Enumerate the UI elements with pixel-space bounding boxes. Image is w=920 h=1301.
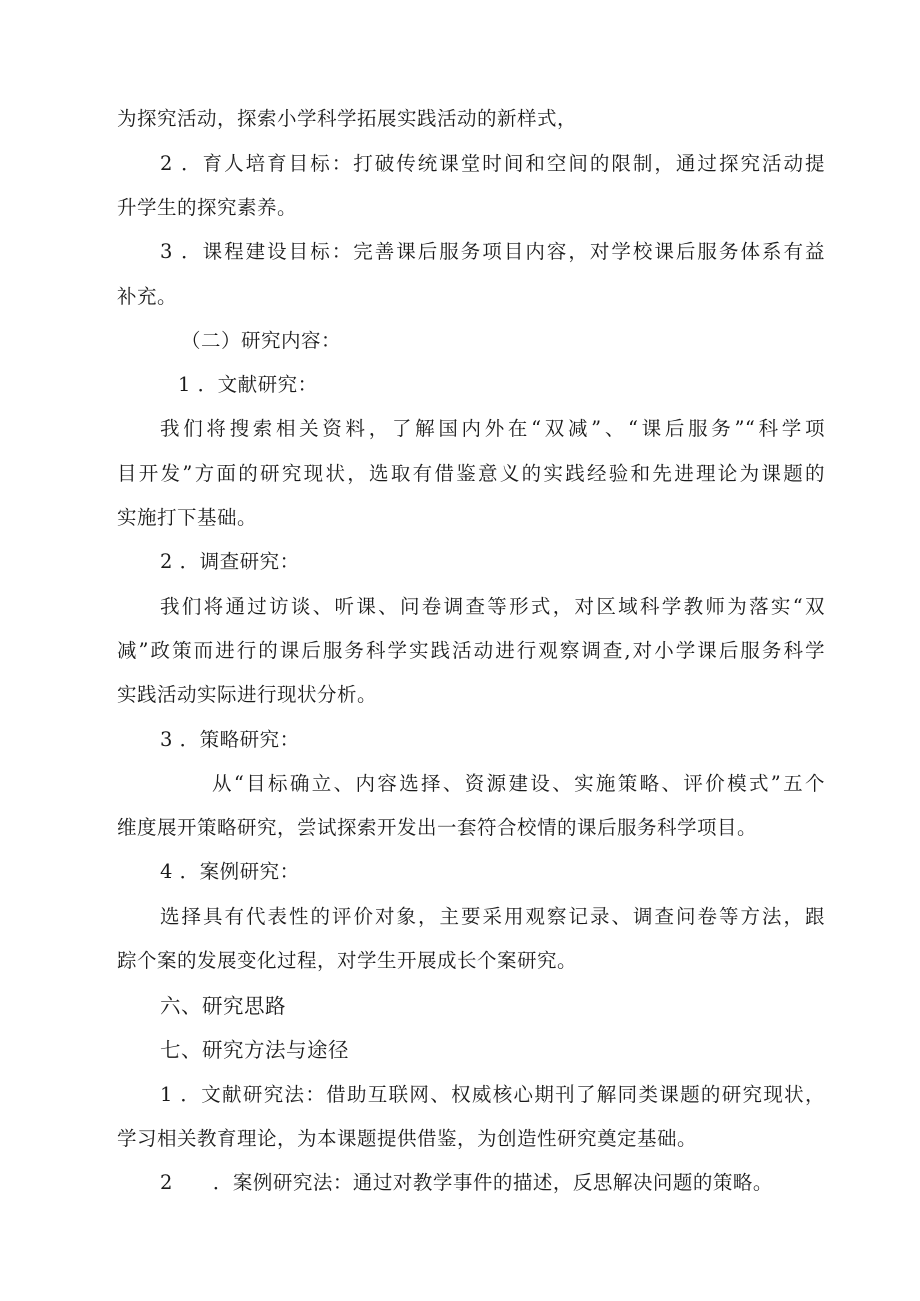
item-heading-1: 1 ．文献研究：	[178, 373, 318, 396]
goal-item-2-line: 2 ．育人培育目标：打破传统课堂时间和空间的限制，通过探究活动提	[160, 152, 825, 175]
paragraph-line: 选择具有代表性的评价对象，主要采用观察记录、调查问卷等方法，跟	[160, 905, 825, 928]
paragraph-line: 我们将通过访谈、听课、问卷调查等形式，对区域科学教师为落实“双	[160, 595, 825, 618]
paragraph-line: 从“目标确立、内容选择、资源建设、实施策略、评价模式”五个	[212, 772, 825, 795]
paragraph-line: 学习相关教育理论，为本课题提供借鉴，为创造性研究奠定基础。	[117, 1127, 698, 1150]
goal-item-3-line: 3 ．课程建设目标：完善课后服务项目内容，对学校课后服务体系有益	[160, 240, 825, 263]
paragraph-line: 目开发”方面的研究现状，选取有借鉴意义的实践经验和先进理论为课题的	[117, 462, 825, 485]
section-heading-7: 七、研究方法与途径	[160, 1038, 349, 1062]
section-heading-6: 六、研究思路	[160, 994, 286, 1018]
paragraph-line: 我们将搜索相关资料，了解国内外在“双减”、“课后服务”“科学项	[160, 417, 825, 440]
item-heading-4: 4 ．案例研究：	[160, 860, 300, 883]
paragraph-line: 升学生的探究素养。	[117, 196, 298, 219]
paragraph-line: 补充。	[117, 285, 178, 308]
paragraph-line: 踪个案的发展变化过程，对学生开展成长个案研究。	[117, 949, 578, 972]
paragraph-line: 为探究活动，探索小学科学拓展实践活动的新样式，	[117, 107, 578, 130]
method-item-1-line: 1 ．文献研究法：借助互联网、权威核心期刊了解同类课题的研究现状，	[160, 1083, 825, 1106]
item-heading-3: 3 ．策略研究：	[160, 728, 300, 751]
method-item-2-line: 2 ．案例研究法：通过对教学事件的描述，反思解决问题的策略。	[160, 1171, 773, 1194]
item-heading-2: 2 ．调查研究：	[160, 550, 300, 573]
paragraph-line: 减”政策而进行的课后服务科学实践活动进行观察调查,对小学课后服务科学	[117, 639, 825, 662]
section-subheading: （二）研究内容：	[181, 329, 342, 352]
paragraph-line: 实践活动实际进行现状分析。	[117, 683, 378, 706]
paragraph-line: 维度展开策略研究，尝试探索开发出一套符合校情的课后服务科学项目。	[117, 816, 758, 839]
paragraph-line: 实施打下基础。	[117, 506, 258, 529]
